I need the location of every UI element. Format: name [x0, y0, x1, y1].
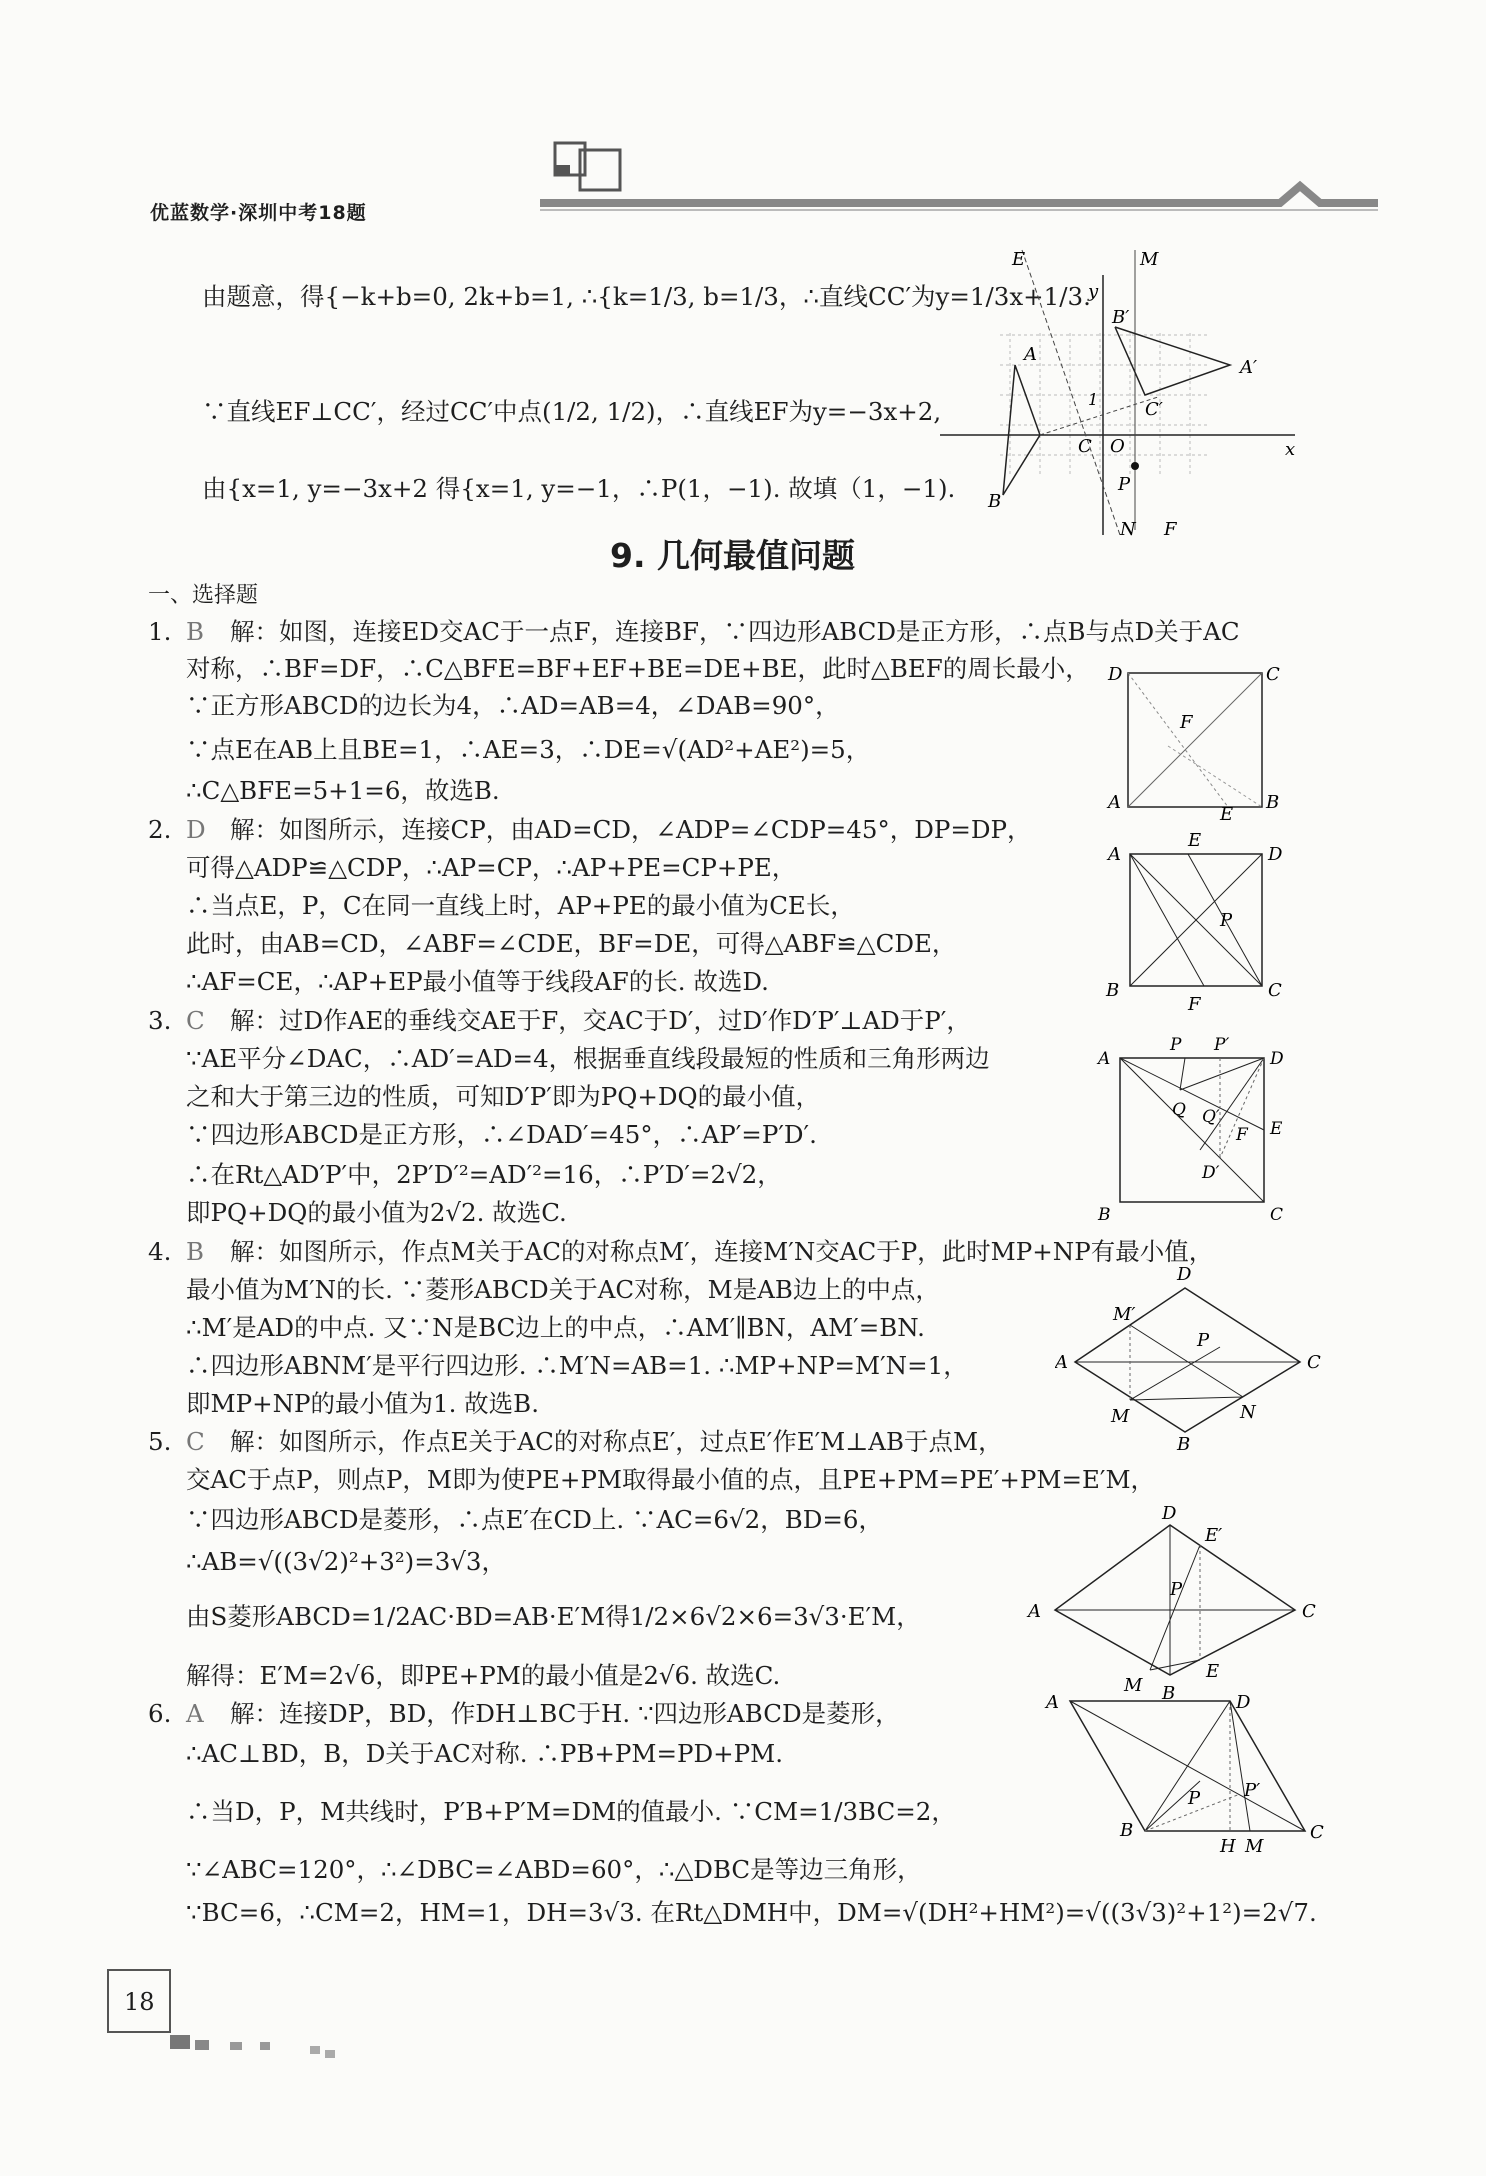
label-m: M — [1140, 249, 1159, 270]
problem-6-line: ∵BC=6，∴CM=2，HM=1，DH=3√3. 在Rt△DMH中，DM=√(DH²+HM²)=√((3√3)²+1²)=2√7. — [186, 1898, 1317, 1927]
problem-4-line: ∴M′是AD的中点. 又∵N是BC边上的中点，∴AM′∥BN，AM′=BN. — [186, 1313, 925, 1342]
label-p: P — [1118, 474, 1131, 495]
problem-5-answer: C — [186, 1427, 205, 1456]
label-d: D — [1177, 1264, 1192, 1285]
problem-6-line: 解：连接DP，BD，作DH⊥BC于H. ∵四边形ABCD是菱形， — [230, 1699, 900, 1728]
section-title: 9. 几何最值问题 — [610, 536, 855, 575]
header-decoration — [0, 0, 1486, 230]
page-number: 18 — [124, 1988, 155, 2016]
label-q: Q — [1172, 1100, 1186, 1120]
label-b: B — [1106, 980, 1120, 1001]
label-a: A — [1108, 844, 1121, 865]
label-a: A — [1024, 344, 1037, 365]
label-d: D — [1270, 1049, 1284, 1069]
problem-6-line: ∴当D，P，M共线时，P′B+P′M=DM的值最小. ∵CM=1/3BC=2， — [186, 1797, 956, 1826]
label-n: N — [1240, 1402, 1256, 1423]
label-d: D — [1236, 1692, 1251, 1713]
problem-5-line: 由S菱形ABCD=1/2AC·BD=AB·E′M得1/2×6√2×6=3√3·E′M， — [186, 1602, 921, 1631]
problem-4-answer: B — [186, 1237, 205, 1266]
problem-3-line: ∴在Rt△AD′P′中，2P′D′²=AD′²=16，∴P′D′=2√2， — [186, 1160, 782, 1189]
problem-5-line: ∵四边形ABCD是菱形，∴点E′在CD上. ∵AC=6√2，BD=6， — [186, 1505, 883, 1534]
label-d: D — [1162, 1505, 1177, 1524]
problem-5-line: 解：如图所示，作点E关于AC的对称点E′，过点E′作E′M⊥AB于点M， — [230, 1427, 1003, 1456]
problem-1-line: ∴C△BFE=5+1=6，故选B. — [186, 776, 500, 805]
label-c: C — [1268, 980, 1282, 1001]
label-q-prime: Q′ — [1202, 1107, 1220, 1127]
page-footer — [100, 1960, 400, 2080]
label-e: E — [1012, 249, 1026, 270]
problem-5-line: 交AC于点P，则点P，M即为使PE+PM取得最小值的点，且PE+PM=PE′+PM=E′M， — [186, 1465, 1156, 1494]
page-header — [0, 0, 1486, 230]
problem-2-answer: D — [186, 815, 206, 844]
label-x: x — [1285, 439, 1296, 460]
label-a: A — [1098, 1049, 1111, 1069]
figure-1 — [1100, 658, 1300, 826]
label-c: C — [1302, 1601, 1316, 1622]
label-d-prime: D′ — [1202, 1163, 1220, 1183]
label-m: M — [1111, 1406, 1130, 1427]
problem-2-line: 此时，由AB=CD，∠ABF=∠CDE，BF=DE，可得△ABF≌△CDE， — [186, 929, 957, 958]
label-f: F — [1188, 994, 1201, 1014]
problem-5-num: 5. — [148, 1427, 172, 1456]
label-m-prime: M′ — [1113, 1304, 1136, 1325]
problem-1-num: 1. — [148, 617, 172, 646]
label-c: C — [1310, 1822, 1324, 1843]
label-n: N — [1120, 519, 1136, 540]
solution-line-3: 由{x=1, y=−3x+2 得{x=1, y=−1，∴P(1，−1). 故填（1，−1). — [202, 474, 956, 503]
problem-1-answer: B — [186, 617, 205, 646]
label-b: B — [1266, 792, 1280, 813]
problem-6-line: ∴AC⊥BD，B，D关于AC对称. ∴PB+PM=PD+PM. — [186, 1739, 784, 1768]
label-c: C — [1307, 1352, 1321, 1373]
label-m: M — [1124, 1675, 1143, 1696]
problem-4-num: 4. — [148, 1237, 172, 1266]
problem-4-line: 即MP+NP的最小值为1. 故选B. — [186, 1389, 539, 1418]
problem-2-num: 2. — [148, 815, 172, 844]
label-e-prime: E′ — [1205, 1525, 1223, 1546]
problem-4-line: ∴四边形ABNM′是平行四边形. ∴M′N=AB=1. ∴MP+NP=M′N=1， — [186, 1351, 968, 1380]
footer-decoration — [100, 1960, 400, 2080]
figure-3 — [1090, 1030, 1310, 1230]
problem-3-num: 3. — [148, 1006, 172, 1035]
problem-1-line: ∵点E在AB上且BE=1，∴AE=3，∴DE=√(AD²+AE²)=5， — [186, 735, 871, 764]
label-e: E — [1220, 804, 1234, 825]
problem-6-num: 6. — [148, 1699, 172, 1728]
label-h: H — [1220, 1836, 1236, 1857]
label-b-prime: B′ — [1112, 307, 1130, 328]
label-c-prime: C′ — [1145, 399, 1163, 420]
problem-2-line: 解：如图所示，连接CP，由AD=CD，∠ADP=∠CDP=45°，DP=DP， — [230, 815, 1032, 844]
solution-line-1: 由题意，得{−k+b=0, 2k+b=1, ∴{k=1/3, b=1/3，∴直线CC′为y=1/3x+1/3. — [202, 282, 1091, 311]
label-p-prime: P′ — [1214, 1035, 1230, 1055]
problem-3-answer: C — [186, 1006, 205, 1035]
figure-4 — [1055, 1262, 1325, 1452]
label-c: C — [1266, 664, 1280, 685]
problem-3-line: 即PQ+DQ的最小值为2√2. 故选C. — [186, 1198, 567, 1227]
label-c: C — [1078, 436, 1092, 457]
figure-5 — [1020, 1505, 1320, 1705]
label-e: E — [1270, 1119, 1283, 1139]
label-b: B — [1120, 1820, 1134, 1841]
figure-6 — [1040, 1686, 1330, 1866]
figure-2 — [1100, 826, 1300, 1014]
label-one: 1 — [1088, 390, 1099, 409]
label-p: P — [1170, 1579, 1183, 1600]
problem-4-line: 最小值为M′N的长. ∵菱形ABCD关于AC对称，M是AB边上的中点， — [186, 1275, 940, 1304]
label-b: B — [1177, 1434, 1191, 1452]
problem-5-line: ∴AB=√((3√2)²+3²)=3√3， — [186, 1547, 507, 1576]
label-e: E — [1188, 830, 1202, 851]
label-a: A — [1028, 1601, 1041, 1622]
label-p: P — [1188, 1788, 1201, 1809]
label-a: A — [1108, 792, 1121, 813]
label-p: P — [1220, 910, 1233, 931]
label-b: B — [988, 491, 1002, 512]
label-c: C — [1270, 1205, 1284, 1225]
problem-6-answer: A — [186, 1699, 204, 1728]
label-p: P — [1197, 1330, 1210, 1351]
label-f: F — [1236, 1125, 1248, 1145]
label-p-prime: P′ — [1244, 1780, 1261, 1801]
solution-line-2: ∵直线EF⊥CC′，经过CC′中点(1/2, 1/2)，∴直线EF为y=−3x+2, — [202, 397, 942, 426]
label-y: y — [1088, 281, 1099, 302]
book-title: 优蓝数学·深圳中考18题 — [150, 202, 367, 224]
problem-4-line: 解：如图所示，作点M关于AC的对称点M′，连接M′N交AC于P，此时MP+NP有最小值， — [230, 1237, 1214, 1266]
problem-2-line: ∴AF=CE，∴AP+EP最小值等于线段AF的长. 故选D. — [186, 967, 769, 996]
problem-2-line: 可得△ADP≌△CDP，∴AP=CP，∴AP+PE=CP+PE， — [186, 853, 797, 882]
problem-2-line: ∴当点E，P，C在同一直线上时，AP+PE的最小值为CE长， — [186, 891, 855, 920]
label-e: E — [1206, 1661, 1220, 1682]
problem-3-line: 之和大于第三边的性质，可知D′P′即为PQ+DQ的最小值， — [186, 1082, 821, 1111]
label-a: A — [1046, 1692, 1059, 1713]
problem-1-line: 对称，∴BF=DF，∴C△BFE=BF+EF+BE=DE+BE，此时△BEF的周长最小， — [186, 654, 1090, 683]
section-subtitle: 一、选择题 — [148, 583, 259, 608]
label-m: M — [1245, 1836, 1264, 1857]
label-b: B — [1162, 1683, 1176, 1704]
label-d: D — [1268, 844, 1283, 865]
label-a-prime: A′ — [1240, 357, 1258, 378]
coordinate-figure — [940, 245, 1320, 545]
problem-5-line: 解得：E′M=2√6，即PE+PM的最小值是2√6. 故选C. — [186, 1661, 781, 1690]
problem-6-line: ∵∠ABC=120°，∴∠DBC=∠ABD=60°，∴△DBC是等边三角形， — [186, 1855, 922, 1884]
label-a: A — [1055, 1352, 1068, 1373]
label-f: F — [1164, 519, 1177, 540]
problem-3-line: ∵AE平分∠DAC，∴AD′=AD=4，根据垂直线段最短的性质和三角形两边 — [186, 1044, 990, 1073]
label-o: O — [1110, 436, 1125, 457]
problem-3-line: ∵四边形ABCD是正方形，∴∠DAD′=45°，∴AP′=P′D′. — [186, 1120, 817, 1149]
problem-1-line: 解：如图，连接ED交AC于一点F，连接BF，∵四边形ABCD是正方形，∴点B与点D关于AC — [230, 617, 1240, 646]
label-b: B — [1098, 1205, 1111, 1225]
problem-1-line: ∵正方形ABCD的边长为4，∴AD=AB=4，∠DAB=90°， — [186, 691, 840, 720]
problem-3-line: 解：过D作AE的垂线交AE于F，交AC于D′，过D′作D′P′⊥AD于P′， — [230, 1006, 971, 1035]
label-d: D — [1108, 664, 1123, 685]
label-f: F — [1180, 712, 1193, 733]
label-p: P — [1170, 1035, 1182, 1055]
